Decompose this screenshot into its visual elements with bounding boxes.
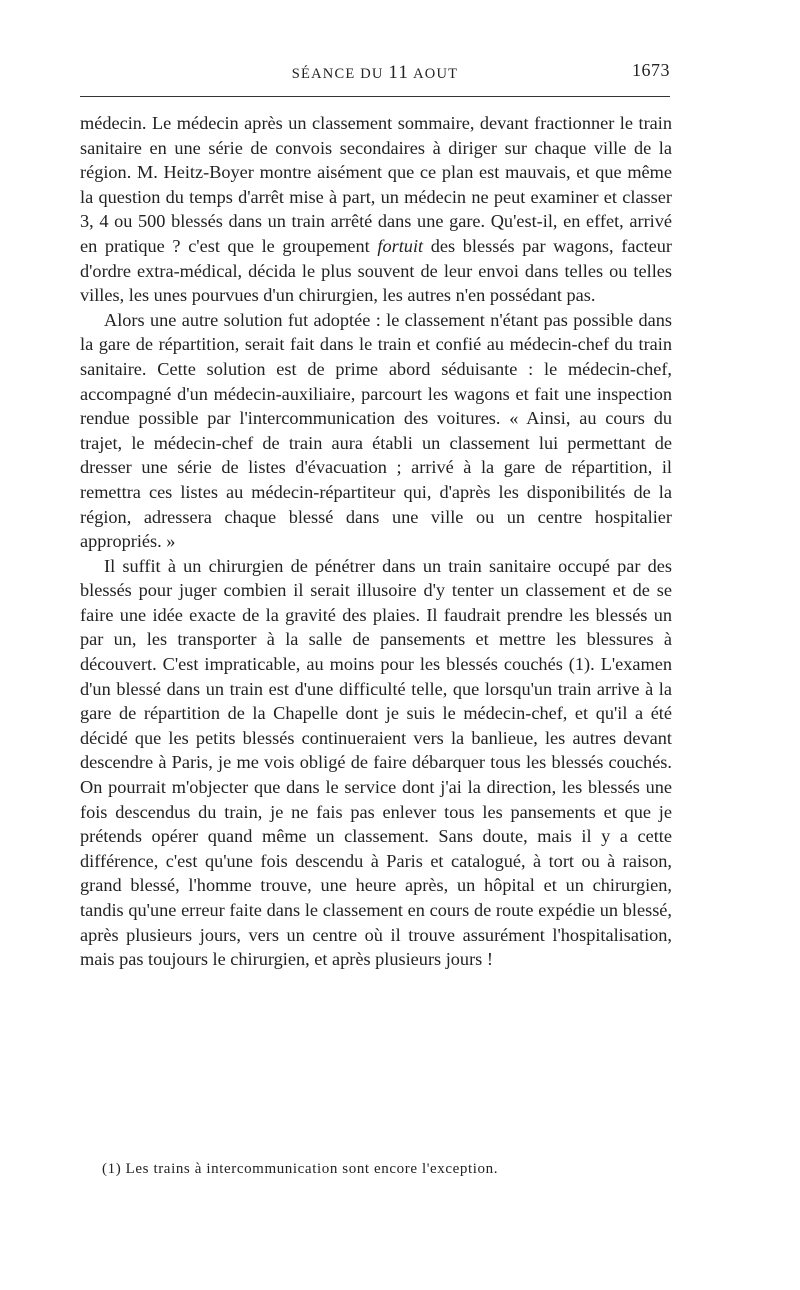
page-header — [80, 60, 670, 84]
paragraph-1 — [80, 111, 672, 308]
page-number: 1673 — [632, 60, 670, 80]
paragraph-3: Il suffit à un chirurgien de pénétrer dans un train sanitaire occupé par des blessés pour juger combien il serait illusoire d'y tenter un classement et de se faire une idée exacte de la gravité des plaies. Il faudrait prendre les blessés un par un, les transporter à la salle de pansements et mettre les blessures à découvert. C'est impraticable, au moins pour les blessés couchés (1). L'examen d'un blessé dans un train est d'une difficulté telle, que lorsqu'un train arrive à la gare de répartition de la Chapelle dont je suis le médecin-chef, et qu'il a été décidé que les petits blessés continueraient vers la banlieue, les autres devant descendre à Paris, je me vois obligé de faire débarquer tous les blessés couchés. On pourrait m'objecter que dans le service dont j'ai la direction, les blessés une fois descendus du train, je ne fais pas enlever tous les pansements et que je prétends opérer quand même un classement. Sans doute, mais il y a cette différence, c'est qu'une fois descendu à Paris et catalogué, à tort ou à raison, grand blessé, l'homme trouve, une heure après, un hôpital et un chirurgien, tandis qu'une erreur faite dans le classement en cours de route expédie un blessé, après plusieurs jours, vers un centre où il trouve assurément l'hospitalisation, mais pas toujours le chirurgien, et après plusieurs jours ! — [80, 555, 672, 970]
running-title-day: 11 — [388, 62, 410, 83]
running-title-prefix: SÉANCE DU — [291, 66, 389, 82]
paragraph-1-text-a: médecin. Le médecin après un classement sommaire, devant fractionner le train sanitaire en une série de convois secondaires à diriger sur chaque ville de la région. M. Heitz-Boyer montre aisément que ce plan est mauvais, et que même la question du temps d'arrêt mise à part, un médecin ne peut examiner et classer 3, 4 ou 500 blessés dans un train arrêté dans une gare. Qu'est-il, en effet, arrivé en pratique ? c'est que le groupement — [80, 113, 672, 256]
header-rule — [80, 96, 670, 97]
running-title — [80, 62, 670, 84]
body-text — [80, 111, 672, 972]
paragraph-2: Alors une autre solution fut adoptée : le classement n'étant pas possible dans la gare de répartition, serait fait dans le train et confié au médecin-chef du train sanitaire. Cette solution est de prime abord séduisante : le médecin-chef, accompagné d'un médecin-auxiliaire, parcourt les wagons et fait une inspection rendue possible par l'intercommunication des voitures. « Ainsi, au cours du trajet, le médecin-chef de train aura établi un classement lui permettant de dresser une série de listes d'évacuation ; arrivé à la gare de répartition, il remettra ces listes au médecin-répartiteur qui, d'après les disponibilités de la région, adressera chaque blessé dans une ville ou un centre hospitalier appropriés. » — [80, 309, 672, 552]
paragraph-1-text-b: des blessés par wagons, facteur d'ordre extra-médical, décida le plus souvent de leur envoi dans telles ou telles villes, les unes pourvues d'un chirurgien, les autres n'en possédant pas. — [80, 235, 672, 306]
running-title-suffix: AOUT — [409, 66, 459, 82]
paragraph-1-emphasis: fortuit — [377, 235, 424, 256]
footnote: (1) Les trains à intercommunication sont encore l'exception. — [102, 1161, 499, 1177]
